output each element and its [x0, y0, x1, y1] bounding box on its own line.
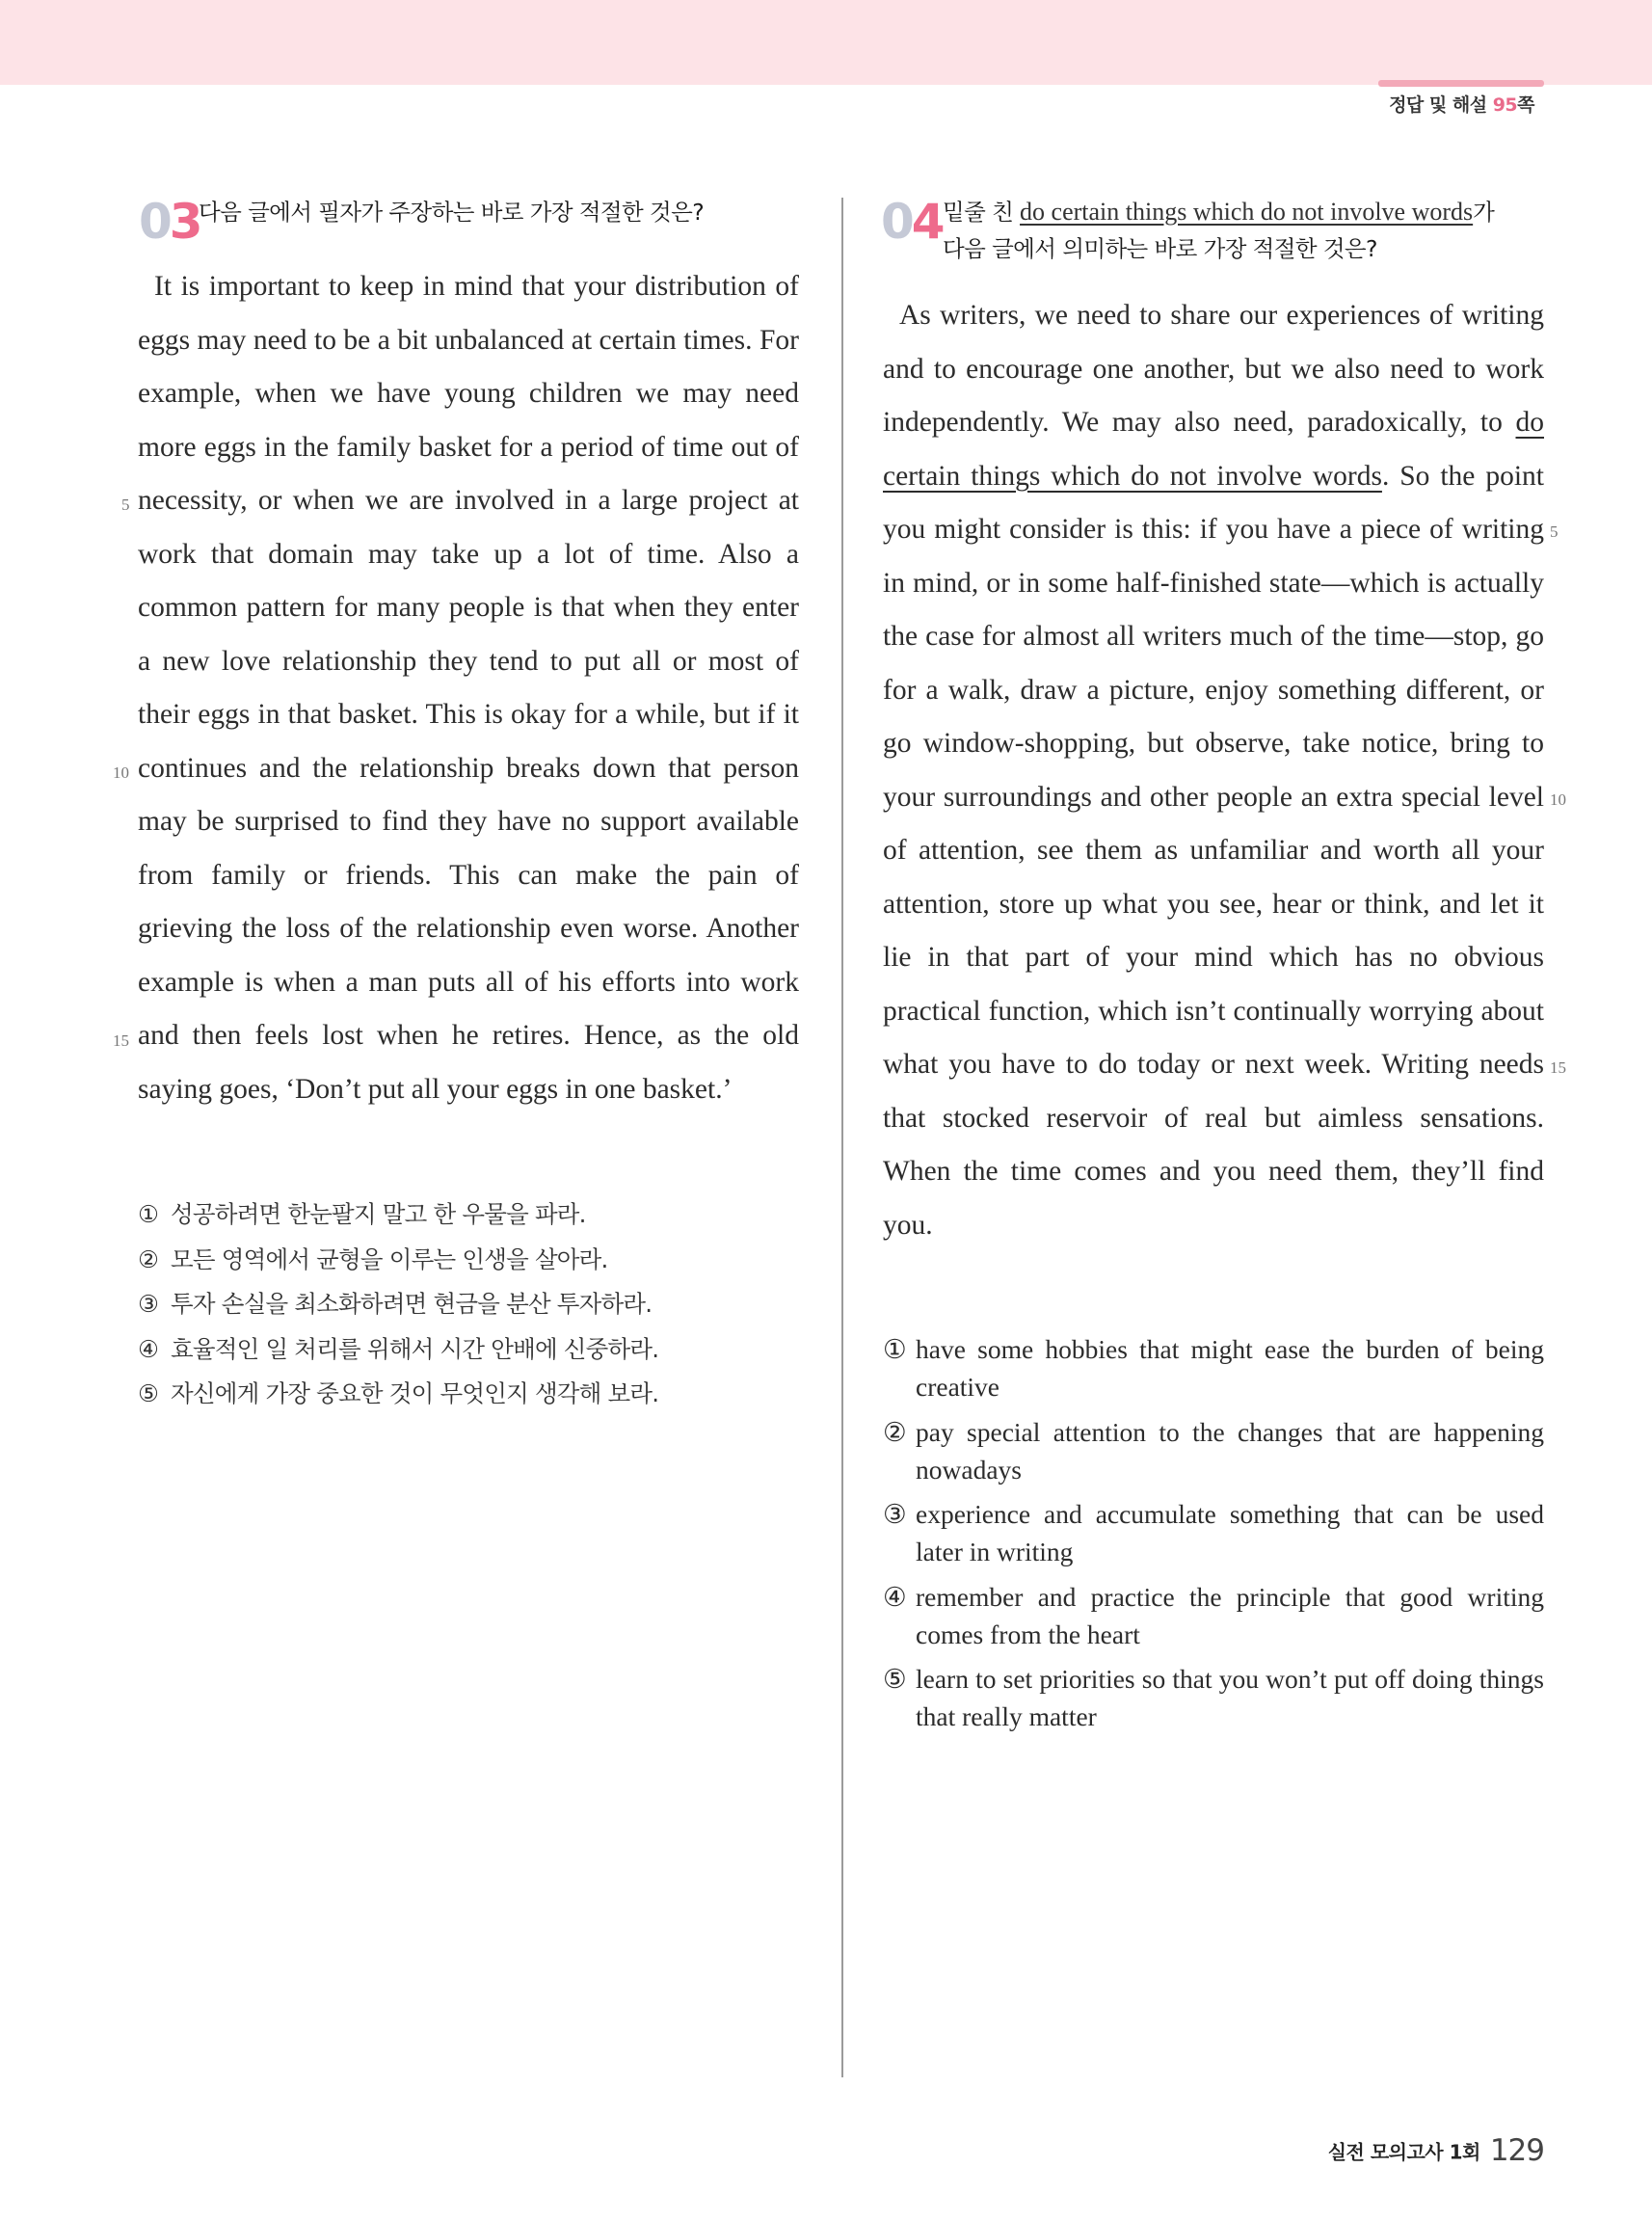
- choice-text: 모든 영역에서 균형을 이루는 인생을 살아라.: [171, 1244, 608, 1273]
- question-03-choices: [138, 1192, 813, 1417]
- question-04-number: [881, 194, 943, 250]
- column-divider: [841, 198, 843, 2077]
- choice-item[interactable]: [138, 1327, 813, 1373]
- passage-segment: As writers, we need to share our experiences of writing and to encourage one another, but we also need to work independently. We may also need, paradoxically, to: [883, 300, 1544, 438]
- prompt-text: 다음 글에서 의미하는 바로 가장 적절한 것은?: [943, 235, 1377, 262]
- answer-ref-page: 95: [1492, 94, 1518, 116]
- choice-mark: ②: [883, 1416, 907, 1447]
- choice-item[interactable]: [883, 1578, 1544, 1653]
- page-footer: [1328, 2133, 1544, 2168]
- choice-mark: ④: [138, 1334, 159, 1363]
- choice-item[interactable]: [138, 1238, 813, 1283]
- page-number: 129: [1489, 2133, 1544, 2168]
- choice-mark: ④: [883, 1581, 907, 1612]
- line-number: 15: [113, 1031, 129, 1050]
- choice-mark: ③: [138, 1290, 159, 1318]
- choice-text: 성공하려면 한눈팔지 말고 한 우물을 파라.: [171, 1200, 586, 1228]
- choice-mark: ③: [883, 1499, 907, 1529]
- choice-text: 효율적인 일 처리를 위해서 시간 안배에 신중하라.: [171, 1334, 659, 1363]
- question-03-number: [139, 194, 200, 250]
- choice-item[interactable]: [883, 1413, 1544, 1488]
- choice-mark: ①: [138, 1200, 159, 1228]
- prompt-text: 밑줄 친: [943, 199, 1021, 226]
- choice-item[interactable]: [138, 1192, 813, 1238]
- choice-text: have some hobbies that might ease the burden of being creative: [916, 1334, 1544, 1402]
- choice-mark: ⑤: [138, 1379, 159, 1407]
- passage-text: [883, 289, 1544, 1252]
- choice-text: 자신에게 가장 중요한 것이 무엇인지 생각해 보라.: [171, 1379, 659, 1407]
- prompt-underlined-phrase: do certain things which do not involve words: [1020, 198, 1474, 226]
- question-03-passage: [138, 260, 799, 1116]
- choice-text: experience and accumulate something that can be used later in writing: [916, 1499, 1544, 1566]
- answer-ref-label: 정답 및 해설: [1389, 94, 1493, 116]
- question-number-prefix: 0: [881, 194, 912, 250]
- question-number-digit: 4: [911, 194, 943, 250]
- question-03-prompt: 다음 글에서 필자가 주장하는 바로 가장 적절한 것은?: [199, 199, 705, 226]
- header-tab-accent: [1378, 80, 1544, 87]
- line-number: 10: [1550, 790, 1566, 809]
- passage-underlined-phrase: do certain things which do not involve words: [883, 407, 1544, 492]
- question-number-prefix: 0: [139, 194, 170, 250]
- choice-text: 투자 손실을 최소화하려면 현금을 분산 투자하라.: [171, 1290, 653, 1318]
- line-number: 10: [113, 763, 129, 782]
- choice-mark: ⑤: [883, 1664, 907, 1694]
- choice-mark: ②: [138, 1244, 159, 1273]
- answer-ref-suffix: 쪽: [1517, 94, 1534, 116]
- line-number: 15: [1550, 1058, 1566, 1077]
- question-04-prompt: [943, 194, 1559, 267]
- question-04-choices: [883, 1330, 1544, 1743]
- line-number: 5: [121, 495, 130, 514]
- choice-item[interactable]: [883, 1495, 1544, 1570]
- footer-title: 실전 모의고사 1회: [1327, 2140, 1480, 2164]
- choice-text: remember and practice the principle that good writing comes from the heart: [916, 1581, 1544, 1649]
- choice-item[interactable]: [138, 1282, 813, 1327]
- question-04-passage: [883, 289, 1544, 1252]
- passage-text: It is important to keep in mind that your distribution of eggs may need to be a bit unbalanced at certain times. For example, when we have young children we may need more eggs in the family basket for a period of time out of necessity, or when we are involved in a large project at work that domain may take up a lot of time. Also a common pattern for many people is that when they enter a new love relationship they tend to put all or most of their eggs in that basket. This is okay for a while, but if it continues and the relationship breaks down that person may be surprised to find they have no support available from family or friends. This can make the pain of grieving the loss of the relationship even worse. Another example is when a man puts all of his efforts into work and then feels lost when he retires. Hence, as the old saying goes, ‘Don’t put all your eggs in one basket.’: [138, 271, 799, 1105]
- answer-reference: [1389, 91, 1534, 117]
- passage-segment: . So the point you might consider is this: if you have a piece of writing in mind, or in some half-finished state—which is actually the case for almost all writers much of the time—stop, go for a walk, draw a picture, enjoy something different, or go window-shopping, but observe, take notice, bring to your surroundings and other people an extra special level of attention, see them as unfamiliar and worth all your attention, store up what you see, hear or think, and let it lie in that part of your mind which has no obvious practical function, which isn’t continually worrying about what you have to do today or next week. Writing needs that stocked reservoir of real but aimless sensations. When the time comes and you need them, they’ll find you.: [883, 460, 1544, 1241]
- choice-item[interactable]: [883, 1330, 1544, 1405]
- top-banner: [0, 0, 1652, 85]
- choice-text: pay special attention to the changes that are happening nowadays: [916, 1416, 1544, 1485]
- choice-item[interactable]: [883, 1660, 1544, 1735]
- choice-text: learn to set priorities so that you won’t put off doing things that really matter: [916, 1664, 1544, 1731]
- prompt-text: 가: [1473, 199, 1495, 226]
- line-number: 5: [1550, 522, 1559, 541]
- choice-item[interactable]: [138, 1372, 813, 1417]
- question-number-digit: 3: [169, 194, 200, 250]
- choice-mark: ①: [883, 1334, 907, 1364]
